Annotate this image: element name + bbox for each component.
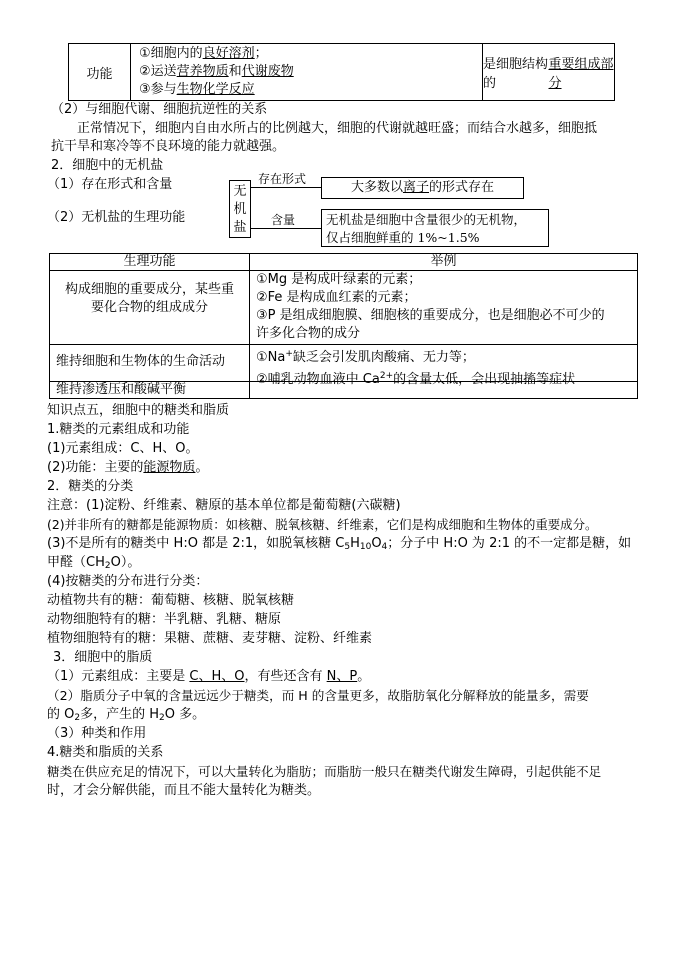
text: ，有些还含有 xyxy=(244,669,327,684)
text: 许多化合物的成分 xyxy=(256,326,361,341)
text: 缺乏会引发肌肉酸痛、无力等； xyxy=(292,350,475,365)
text-line: （2）脂质分子中氧的含量远远少于糖类，而 H 的含量更多，故脂肪氧化分解释放的能量多，需要 xyxy=(47,688,589,703)
text-line xyxy=(47,554,140,575)
table-cell-function: 维持细胞和生物体的生命活动 xyxy=(56,354,226,369)
underlined-term: 能源物质 xyxy=(143,460,196,475)
section-heading: （2）与细胞代谢、细胞抗逆性的关系 xyxy=(51,102,268,117)
paragraph-line: 正常情况下，细胞内自由水所占的比例越大，细胞的代谢就越旺盛；而结合水越多，细胞抵 xyxy=(77,121,598,136)
text-line xyxy=(47,535,631,556)
text: 要化合物的组成成分 xyxy=(90,300,208,315)
text-line: 1.糖类的元素组成和功能 xyxy=(47,422,190,437)
text: 大多数以 xyxy=(350,180,403,195)
text: 的 O xyxy=(47,707,75,722)
table-cell-label xyxy=(69,44,131,100)
diagram-box-form xyxy=(321,177,524,199)
text: O xyxy=(371,536,382,551)
subscript: 10 xyxy=(359,542,372,552)
section-heading: 2．细胞中的无机盐 xyxy=(51,158,164,173)
water-function-table xyxy=(68,43,615,101)
text: 是细胞结构的 xyxy=(483,57,549,91)
subscript: 2 xyxy=(159,713,165,723)
text: ①Mg 是构成叶绿素的元素； xyxy=(256,272,422,287)
diagram-label-content: 含量 xyxy=(271,213,296,227)
text: ②哺乳动物血液中 Ca xyxy=(256,372,380,387)
text-line: (1)元素组成：C、H、O。 xyxy=(47,441,199,456)
text: O 多。 xyxy=(164,707,206,722)
text: 构成细胞的重要成分，某些重 xyxy=(64,282,234,297)
text: 多，产生的 H xyxy=(80,707,160,722)
text: ③参与 xyxy=(139,82,177,97)
table-header-function: 生理功能 xyxy=(123,254,176,269)
underlined-term: C、H、O xyxy=(189,669,245,684)
text: 和 xyxy=(228,64,242,79)
text: O）。 xyxy=(110,555,141,570)
table-cell-free-water xyxy=(131,44,483,100)
text-line xyxy=(256,345,575,367)
text-line xyxy=(47,706,205,727)
text-line: 3．细胞中的脂质 xyxy=(53,650,153,665)
table-cell-example xyxy=(256,271,605,343)
text: ③P 是组成细胞膜、细胞核的重要成分，也是细胞必不可少的 xyxy=(256,308,605,323)
text-line: （3）种类和作用 xyxy=(47,726,147,741)
text: (2)功能：主要的 xyxy=(47,460,144,475)
table-cell-function xyxy=(50,281,249,317)
text: ②Fe 是构成血红素的元素； xyxy=(256,290,417,305)
table-divider xyxy=(249,254,250,398)
underlined-term: 营养物质 xyxy=(176,64,229,79)
underlined-term: 良好溶剂 xyxy=(202,46,255,61)
subscript: 5 xyxy=(344,542,351,552)
text: 。 xyxy=(195,460,209,475)
text-line xyxy=(47,459,208,477)
text-line: 2．糖类的分类 xyxy=(47,479,134,494)
underlined-term: N、P xyxy=(326,669,358,684)
knowledge-point-heading: 知识点五，细胞中的糖类和脂质 xyxy=(47,403,230,418)
char: 机 xyxy=(233,202,247,217)
text: 仅占细胞鲜重的 1%~1.5% xyxy=(326,230,480,245)
text-line: (4)按糖类的分布进行分类： xyxy=(47,574,209,589)
subscript: 4 xyxy=(381,542,388,552)
diagram-box-content xyxy=(321,209,549,247)
subscript: 2 xyxy=(104,561,111,571)
table-cell-example xyxy=(256,345,575,389)
text: ②运送 xyxy=(139,64,177,79)
diagram-root-box xyxy=(229,180,251,238)
cell-line xyxy=(139,45,482,63)
text: H xyxy=(350,536,360,551)
cell-line xyxy=(139,81,482,99)
paragraph-line: 抗干旱和寒冷等不良环境的能力就越强。 xyxy=(51,139,286,154)
text: 无机盐是细胞中含量很少的无机物， xyxy=(326,212,527,227)
underlined-term: 生物化学反应 xyxy=(176,82,255,97)
table-cell-bound-water xyxy=(483,44,614,100)
text: (3)不是所有的糖类中 H:O 都是 2:1，如脱氧核糖 C xyxy=(47,536,345,551)
cell-line xyxy=(139,63,482,81)
text-line: 4.糖类和脂质的关系 xyxy=(47,745,164,760)
text-line: 时，才会分解供能，而且不能大量转化为糖类。 xyxy=(47,783,321,798)
text: ①Na xyxy=(256,350,286,365)
cell-text: 功能 xyxy=(86,66,113,82)
text: 的形式存在 xyxy=(429,180,495,195)
char: 盐 xyxy=(233,220,247,235)
text-line: 注意：(1)淀粉、纤维素、糖原的基本单位都是葡萄糖(六碳糖) xyxy=(47,498,401,513)
subscript: 2 xyxy=(74,713,81,723)
text-line xyxy=(47,668,370,686)
text-line: 植物细胞特有的糖：果糖、蔗糖、麦芽糖、淀粉、纤维素 xyxy=(47,631,373,646)
salt-function-table xyxy=(49,253,638,399)
text: 的含量太低，会出现抽搐等症状 xyxy=(393,372,576,387)
text-line xyxy=(256,367,575,389)
text-line: 糖类在供应充足的情况下，可以大量转化为脂肪；而脂肪一般只在糖类代谢发生障碍，引起供能不足 xyxy=(47,764,602,779)
text: ； xyxy=(254,46,268,61)
superscript: + xyxy=(285,349,293,359)
list-item: （1）存在形式和含量 xyxy=(47,177,173,192)
text-line: (2)并非所有的糖都是能源物质：如核糖、脱氧核糖、纤维素，它们是构成细胞和生物体的重要成分。 xyxy=(47,517,598,532)
text: 甲醛（CH xyxy=(47,555,105,570)
table-header-example: 举例 xyxy=(430,254,457,269)
underlined-term: 离子 xyxy=(402,180,429,195)
table-cell-function: 维持渗透压和酸碱平衡 xyxy=(56,382,187,397)
text: ；分子中 H:O 为 2:1 的不一定都是糖，如 xyxy=(387,536,632,551)
text: （1）元素组成：主要是 xyxy=(47,669,190,684)
underlined-term: 重要组成部分 xyxy=(548,57,614,91)
superscript: 2+ xyxy=(379,371,394,381)
char: 无 xyxy=(233,184,247,199)
text-line: 动植物共有的糖：葡萄糖、核糖、脱氧核糖 xyxy=(47,593,295,608)
text: 。 xyxy=(357,669,371,684)
list-item: （2）无机盐的生理功能 xyxy=(47,210,186,225)
text: ①细胞内的 xyxy=(139,46,203,61)
diagram-label-form: 存在形式 xyxy=(258,172,307,186)
underlined-term: 代谢废物 xyxy=(241,64,294,79)
text-line: 动物细胞特有的糖：半乳糖、乳糖、糖原 xyxy=(47,612,282,627)
